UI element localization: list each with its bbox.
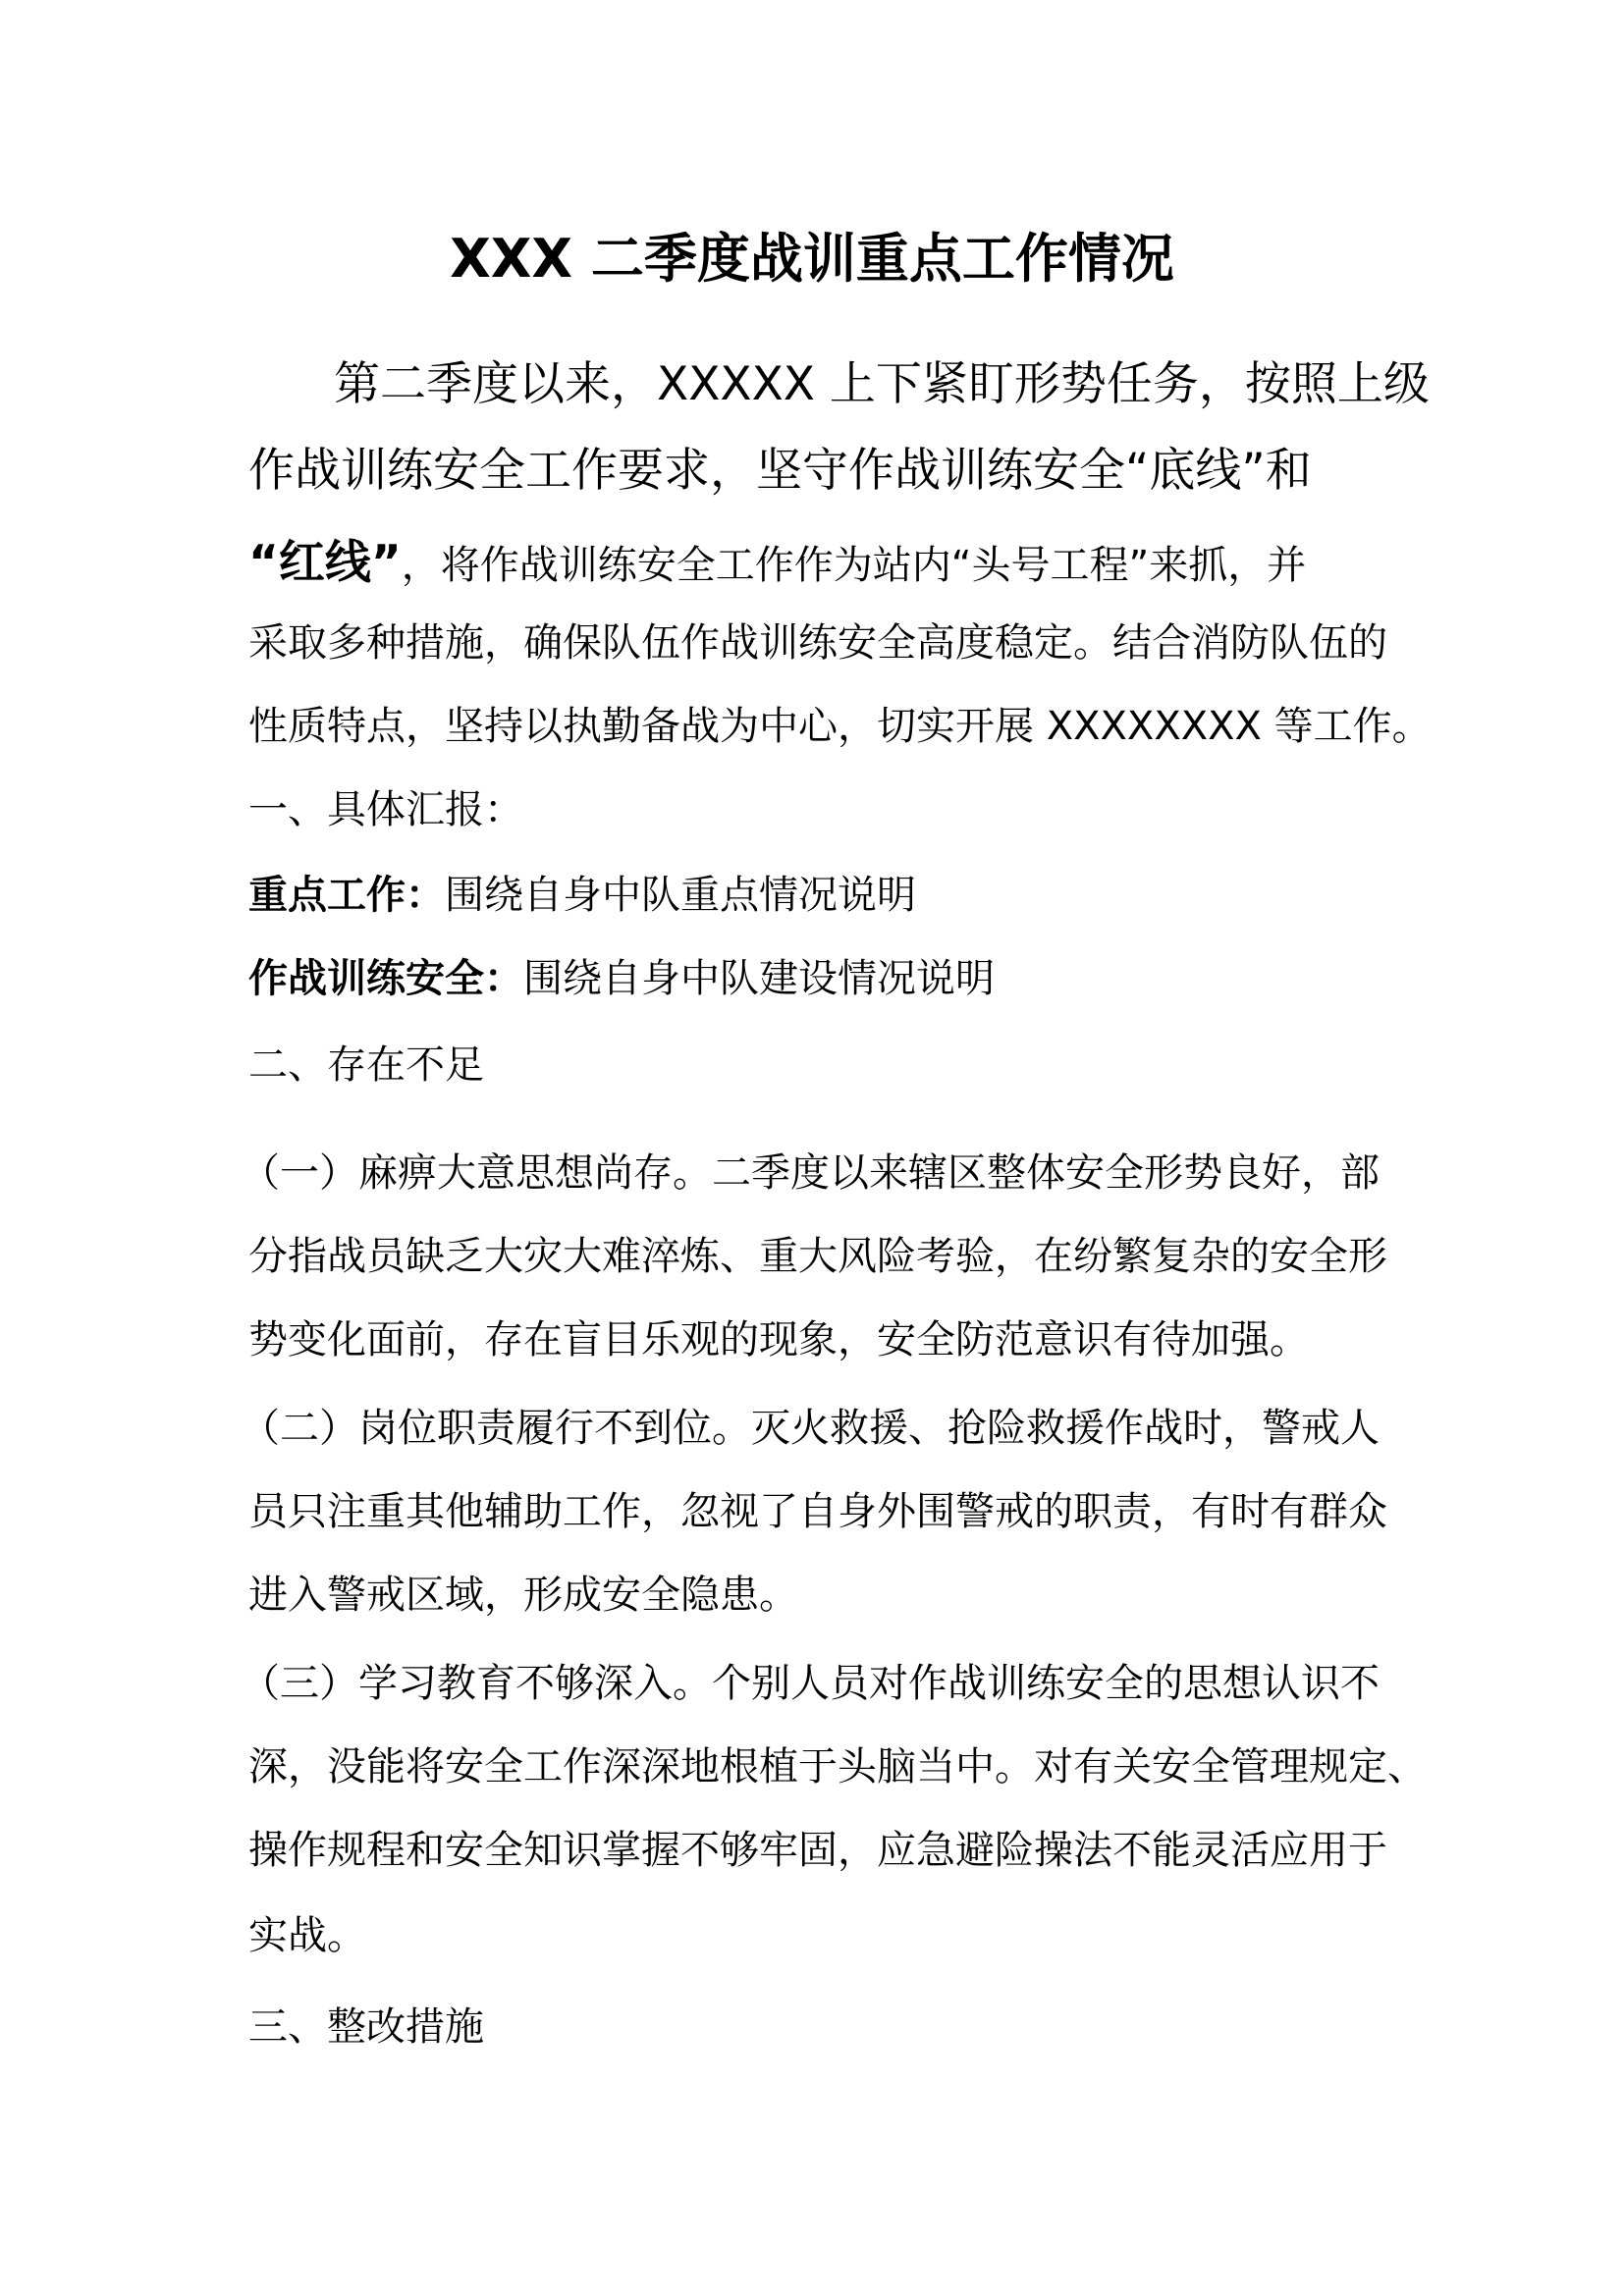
shortcoming-line: 员只注重其他辅助工作，忽视了自身外围警戒的职责，有时有群众 <box>248 1489 1387 1534</box>
report-item <box>248 872 916 919</box>
shortcoming-line: 实战。 <box>248 1913 366 1958</box>
intro-line <box>248 536 1306 591</box>
section-heading: 一、具体汇报： <box>248 787 523 832</box>
shortcoming-line: （一）麻痹大意思想尚存。二季度以来辖区整体安全形势良好，部 <box>241 1150 1380 1196</box>
intro-line: 性质特点，坚持以执勤备战为中心，切实开展 XXXXXXXX 等工作。 <box>248 704 1432 749</box>
report-item <box>248 955 995 1002</box>
item-label: 作战训练安全： <box>248 956 523 1001</box>
shortcoming-line: 分指战员缺乏大灾大难淬炼、重大风险考验，在纷繁复杂的安全形 <box>248 1234 1387 1279</box>
intro-line-rest: ，将作战训练安全工作作为站内“头号工程”来抓，并 <box>401 543 1307 588</box>
shortcoming-line: 势变化面前，存在盲目乐观的现象，安全防范意识有待加强。 <box>248 1317 1309 1362</box>
shortcoming-line: 深，没能将安全工作深深地根植于头脑当中。对有关安全管理规定、 <box>248 1744 1427 1789</box>
item-text: 围绕自身中队建设情况说明 <box>523 956 995 1001</box>
quoted-red-line: “红线” <box>248 536 402 590</box>
intro-line: 第二季度以来，XXXXX 上下紧盯形势任务，按照上级 <box>334 357 1430 411</box>
intro-line: 作战训练安全工作要求，坚守作战训练安全“底线”和 <box>248 444 1312 498</box>
intro-line: 采取多种措施，确保队伍作战训练安全高度稳定。结合消防队伍的 <box>248 620 1387 666</box>
section-heading: 三、整改措施 <box>248 2004 484 2050</box>
item-label: 重点工作： <box>248 873 445 918</box>
item-text: 围绕自身中队重点情况说明 <box>445 873 916 918</box>
shortcoming-line: （三）学习教育不够深入。个别人员对作战训练安全的思想认识不 <box>241 1661 1380 1706</box>
document-title: XXX 二季度战训重点工作情况 <box>450 228 1174 290</box>
shortcoming-line: 进入警戒区域，形成安全隐患。 <box>248 1573 798 1618</box>
shortcoming-line: 操作规程和安全知识掌握不够牢固，应急避险操法不能灵活应用于 <box>248 1828 1387 1873</box>
section-heading: 二、存在不足 <box>248 1042 484 1088</box>
shortcoming-line: （二）岗位职责履行不到位。灭火救援、抢险救援作战时，警戒人 <box>241 1406 1380 1451</box>
